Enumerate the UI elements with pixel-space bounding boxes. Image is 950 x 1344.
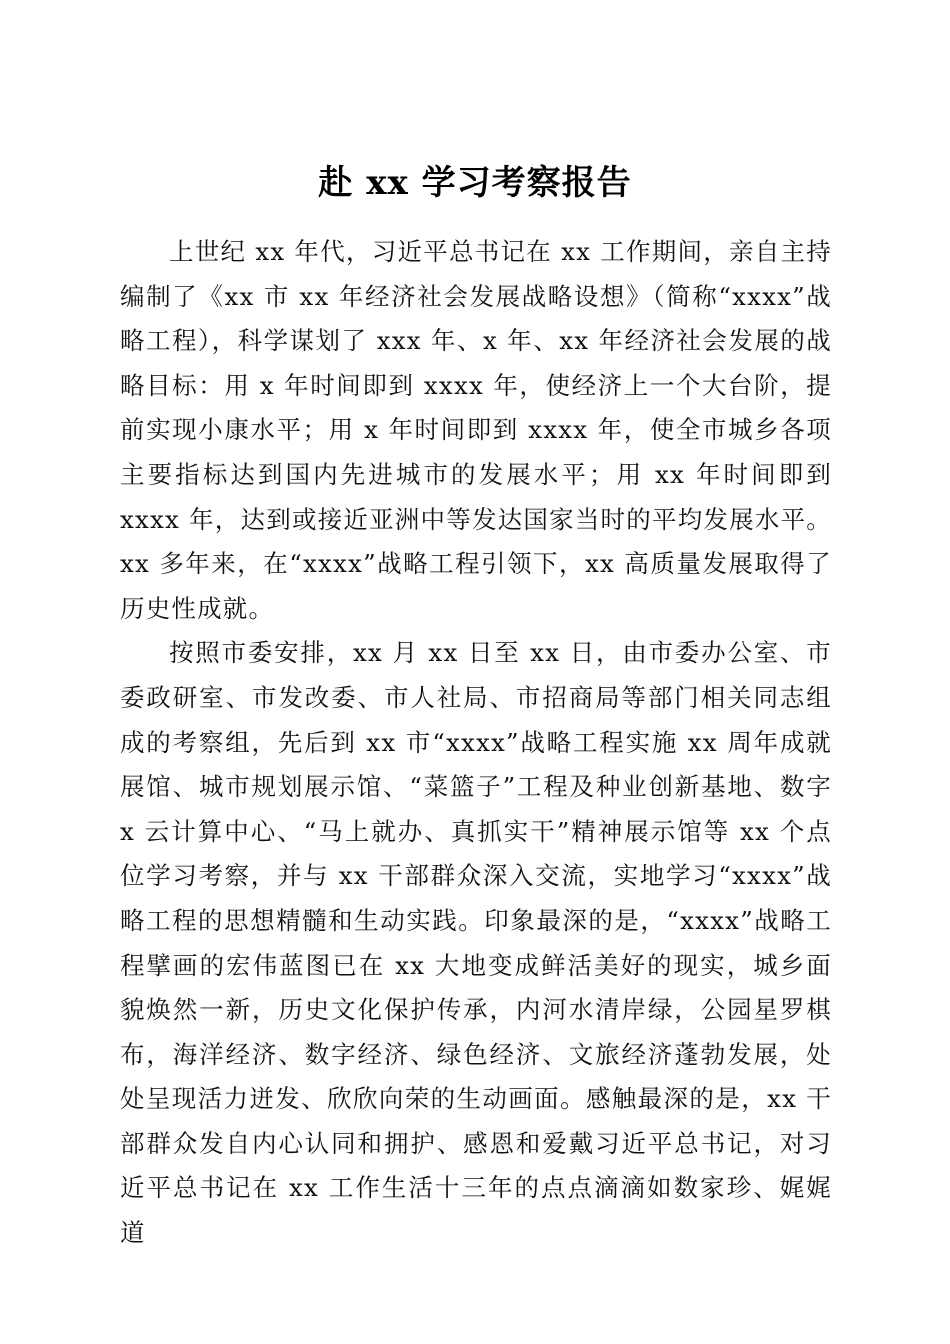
document-title: 赴 xx 学习考察报告 <box>318 162 632 203</box>
document-body <box>120 230 832 1256</box>
paragraph-1: 上世纪 xx 年代，习近平总书记在 xx 工作期间，亲自主持编制了《xx 市 xx 年经济社会发展战略设想》（简称“xxxx”战略工程），科学谋划了 xxx 年、x 年、xx 年经济社会发展的战略目标：用 x 年时间即到 xxxx 年，使经济上一个大台阶，提前实现小康水平；用 x 年时间即到 xxxx 年，使全市城乡各项主要指标达到国内先进城市的发展水平；用 xx 年时间即到 xxxx 年，达到或接近亚洲中等发达国家当时的平均发展水平。xx 多年来，在“xxxx”战略工程引领下，xx 高质量发展取得了历史性成就。 <box>120 237 832 623</box>
paragraph-2: 按照市委安排，xx 月 xx 日至 xx 日，由市委办公室、市委政研室、市发改委、市人社局、市招商局等部门相关同志组成的考察组，先后到 xx 市“xxxx”战略工程实施 xx 周年成就展馆、城市规划展示馆、“菜篮子”工程及种业创新基地、数字 x 云计算中心、“马上就办、真抓实干”精神展示馆等 xx 个点位学习考察，并与 xx 干部群众深入交流，实地学习“xxxx”战略工程的思想精髓和生动实践。印象最深的是，“xxxx”战略工程擘画的宏伟蓝图已在 xx 大地变成鲜活美好的现实，城乡面貌焕然一新，历史文化保护传承，内河水清岸绿，公园星罗棋布，海洋经济、数字经济、绿色经济、文旅经济蓬勃发展，处处呈现活力迸发、欣欣向荣的生动画面。感触最深的是，xx 干部群众发自内心认同和拥护、感恩和爱戴习近平总书记，对习近平总书记在 xx 工作生活十三年的点点滴滴如数家珍、娓娓道 <box>120 638 832 1248</box>
